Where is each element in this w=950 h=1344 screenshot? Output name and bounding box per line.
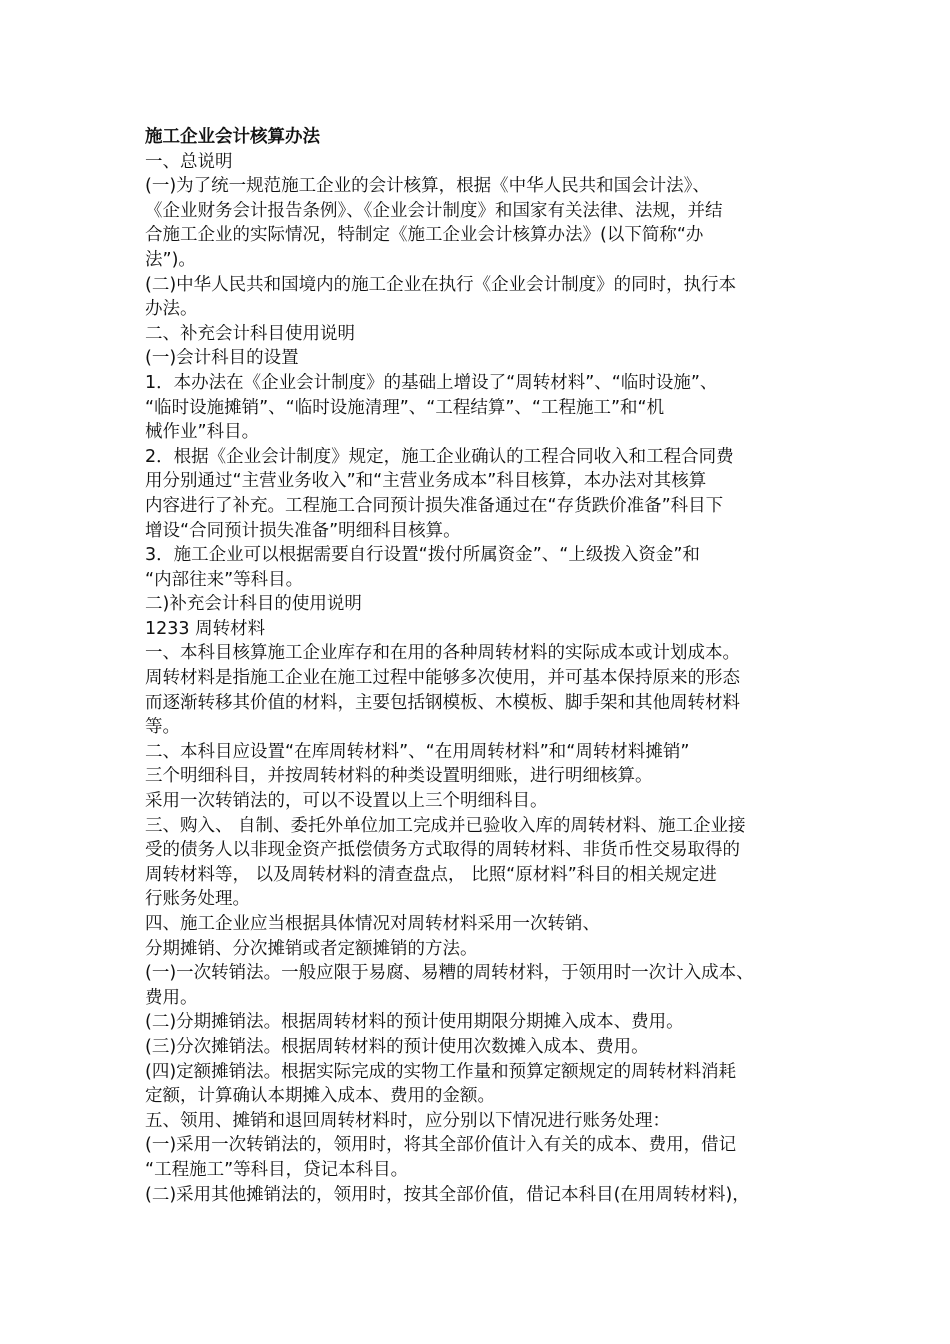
text-line: (一)会计科目的设置 (145, 348, 299, 369)
text-line: 法”)。 (145, 249, 196, 270)
text-line: 一、总说明 (145, 151, 233, 172)
text-line: 办法。 (145, 299, 198, 320)
text-line: 周转材料是指施工企业在施工过程中能够多次使用，并可基本保持原来的形态 (145, 668, 740, 689)
document-body (145, 125, 825, 1207)
text-line: “临时设施摊销”、“临时设施清理”、“工程结算”、“工程施工”和“机 (145, 397, 665, 418)
document-text (145, 150, 825, 1208)
text-line: (二)采用其他摊销法的，领用时，按其全部价值，借记本科目(在用周转材料)， (145, 1184, 750, 1205)
text-line: (二)中华人民共和国境内的施工企业在执行《企业会计制度》的同时，执行本 (145, 274, 737, 295)
text-line: 费用。 (145, 987, 198, 1008)
text-line: 二)补充会计科目的使用说明 (145, 594, 362, 615)
text-line: 用分别通过“主营业务收入”和“主营业务成本”科目核算，本办法对其核算 (145, 471, 707, 492)
text-line: (一)一次转销法。一般应限于易腐、易糟的周转材料，于领用时一次计入成本、 (145, 963, 754, 984)
text-line: 《企业财务会计报告条例》、《企业会计制度》和国家有关法律、法规，并结 (145, 200, 723, 221)
text-line: 受的债务人以非现金资产抵偿债务方式取得的周转材料、非货币性交易取得的 (145, 840, 740, 861)
document-title: 施工企业会计核算办法 (145, 127, 320, 147)
text-line: 二、本科目应设置“在库周转材料”、“在用周转材料”和“周转材料摊销” (145, 741, 690, 762)
text-line: (一)采用一次转销法的，领用时，将其全部价值计入有关的成本、费用，借记 (145, 1135, 737, 1156)
text-line: 合施工企业的实际情况，特制定《施工企业会计核算办法》(以下简称“办 (145, 225, 704, 246)
text-line: 1．本办法在《企业会计制度》的基础上增设了“周转材料”、“临时设施”、 (145, 372, 718, 393)
text-line: 定额，计算确认本期摊入成本、费用的金额。 (145, 1086, 495, 1107)
text-line: “工程施工”等科目，贷记本科目。 (145, 1159, 409, 1180)
text-line: 五、领用、摊销和退回周转材料时，应分别以下情况进行账务处理： (145, 1110, 670, 1131)
text-line: 采用一次转销法的，可以不设置以上三个明细科目。 (145, 791, 548, 812)
text-line: (四)定额摊销法。根据实际完成的实物工作量和预算定额规定的周转材料消耗 (145, 1061, 737, 1082)
text-line: (一)为了统一规范施工企业的会计核算，根据《中华人民共和国会计法》、 (145, 176, 710, 197)
text-line: 2．根据《企业会计制度》规定，施工企业确认的工程合同收入和工程合同费 (145, 446, 734, 467)
text-line: 等。 (145, 717, 180, 738)
text-line: 行账务处理。 (145, 889, 250, 910)
text-line: (三)分次摊销法。根据周转材料的预计使用次数摊入成本、费用。 (145, 1036, 649, 1057)
text-line: 四、施工企业应当根据具体情况对周转材料采用一次转销、 (145, 914, 600, 934)
text-line: 三、购入、 自制、委托外单位加工完成并已验收入库的周转材料、施工企业接 (145, 815, 746, 836)
text-line: 增设“合同预计损失准备”明细科目核算。 (145, 520, 461, 541)
text-line: 三个明细科目，并按周转材料的种类设置明细账，进行明细核算。 (145, 766, 653, 787)
text-line: 内容进行了补充。工程施工合同预计损失准备通过在“存货跌价准备”科目下 (145, 495, 724, 516)
text-line: 械作业”科目。 (145, 422, 260, 443)
text-line: 周转材料等， 以及周转材料的清查盘点， 比照“原材料”科目的相关规定进 (145, 864, 717, 885)
text-line: 1233 周转材料 (145, 618, 266, 639)
text-line: “内部往来”等科目。 (145, 569, 304, 590)
text-line: 一、本科目核算施工企业库存和在用的各种周转材料的实际成本或计划成本。 (145, 643, 740, 664)
text-line: 分期摊销、分次摊销或者定额摊销的方法。 (145, 938, 478, 959)
text-line: (二)分期摊销法。根据周转材料的预计使用期限分期摊入成本、费用。 (145, 1012, 684, 1033)
text-line: 而逐渐转移其价值的材料，主要包括钢模板、木模板、脚手架和其他周转材料 (145, 692, 740, 713)
text-line: 二、补充会计科目使用说明 (145, 323, 355, 344)
text-line: 3．施工企业可以根据需要自行设置“拨付所属资金”、“上级拨入资金”和 (145, 545, 700, 566)
